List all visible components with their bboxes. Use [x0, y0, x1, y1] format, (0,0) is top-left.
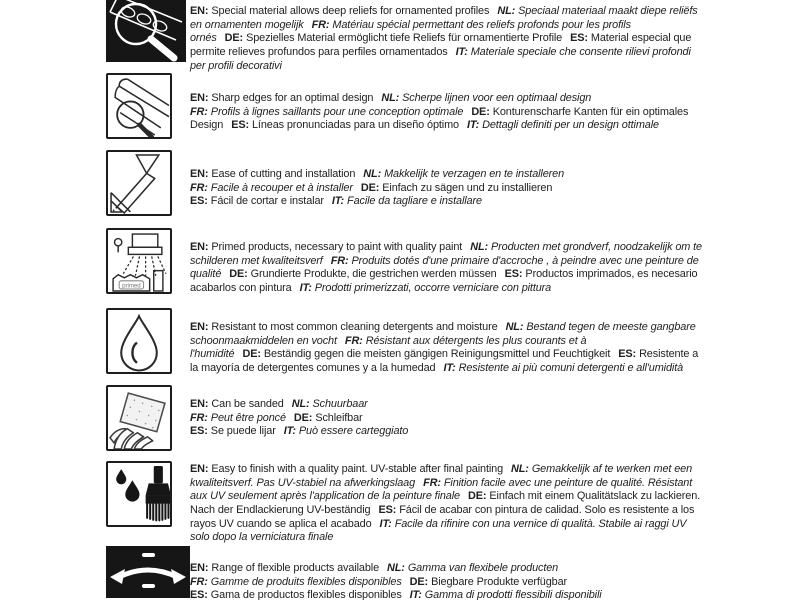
entry-es	[190, 589, 402, 600]
lang-label: DE:	[471, 105, 490, 118]
entry-en	[190, 168, 355, 180]
lang-text: Bestand tegen de meeste gangbare schoonmaakmiddelen en vocht	[190, 320, 696, 347]
entry-de	[229, 268, 496, 280]
lang-text: Produits dotés d'une primaire d'accroche , à peindre avec une peinture de qualité	[190, 254, 699, 281]
entry-en	[190, 398, 284, 410]
entry-nl	[381, 92, 591, 104]
lang-label: IT:	[379, 517, 392, 530]
lang-text: Spezielles Material ermöglicht tiefe Reliefs für ornamentierte Profile	[246, 32, 563, 45]
lang-label: DE:	[242, 348, 261, 361]
entry-fr	[190, 106, 463, 118]
feature-text-block	[190, 168, 704, 209]
lang-text: Biegbare Produkte verfügbar	[431, 575, 568, 588]
lang-text: Makkelijk te verzagen en te installeren	[384, 167, 565, 180]
lang-label: NL:	[387, 561, 405, 574]
entry-nl	[292, 398, 368, 410]
entry-de	[361, 182, 552, 194]
lang-label: EN:	[190, 397, 209, 410]
lang-text: Ease of cutting and installation	[211, 167, 356, 180]
droplet-icon	[106, 308, 172, 374]
lang-label: ES:	[618, 348, 637, 361]
feature-text-block	[190, 398, 704, 439]
lang-text: Dettagli definiti per un design ottimale	[482, 119, 659, 132]
lang-text: Finition facile avec une peinture de qualité. Résistant aux UV seulement après l'application de la peinture finale	[190, 476, 693, 503]
lang-label: ES:	[378, 504, 397, 516]
lang-label: NL:	[470, 240, 488, 253]
lang-text: Speciaal materiaal maakt diepe reliëfs en ornamenten mogelijk	[190, 4, 698, 31]
lang-text: Beständig gegen die meisten gängigen Reinigungsmittel und Feuchtigkeit	[263, 348, 611, 361]
entry-it	[467, 119, 659, 131]
lang-label: EN:	[190, 167, 209, 180]
lang-label: EN:	[190, 462, 209, 475]
lang-text: Líneas pronunciadas para un diseño óptimo	[251, 119, 459, 132]
entry-en	[190, 463, 503, 475]
entry-fr	[190, 576, 402, 588]
lang-label: ES:	[504, 268, 523, 281]
lang-label: NL:	[497, 4, 516, 17]
lang-text: Konturenscharfe Kanten für ein optimales Design	[190, 105, 689, 132]
lang-text: Gamma di prodotti flessibili disponibili	[424, 589, 602, 600]
lang-text: Resistente a la mayoría de detergentes comunes y a la humedad	[190, 348, 699, 374]
lang-text: Range of flexible products available	[211, 561, 380, 574]
lang-label: ES:	[231, 119, 249, 132]
feature-text-block	[190, 92, 704, 133]
entry-de	[410, 576, 567, 588]
lang-text: Résistant aux détergents les plus courants et à l'humidité	[190, 334, 587, 361]
flex-arrow-icon	[106, 546, 190, 598]
entry-it	[332, 195, 482, 207]
primed-spray-icon	[106, 228, 172, 294]
lang-text: Gama de productos flexibles disponibles	[210, 589, 402, 600]
entry-es	[190, 425, 276, 437]
lang-label: NL:	[505, 320, 524, 333]
lang-text: Einfach zu sägen und zu installieren	[382, 181, 553, 194]
entry-de	[294, 412, 363, 424]
lang-text: Gamma van flexibele producten	[407, 561, 559, 574]
feature-text-block	[190, 562, 704, 600]
paint-brush-drops-icon	[106, 461, 172, 527]
lang-label: EN:	[190, 91, 209, 104]
entry-nl	[363, 168, 564, 180]
entry-en	[190, 92, 373, 104]
entry-it	[443, 362, 683, 374]
entry-en	[190, 5, 489, 17]
lang-text: Material especial que permite relieves profundos para perfiles ornamentados	[190, 32, 692, 58]
lang-label: IT:	[331, 195, 345, 208]
lang-label: IT:	[443, 362, 456, 374]
saw-icon	[106, 150, 172, 216]
feature-text-block	[190, 5, 704, 74]
entry-de	[242, 348, 610, 360]
lang-label: NL:	[381, 91, 400, 104]
lang-text: Matériau spécial permettant des reliefs profonds pour les profils ornés	[190, 18, 631, 45]
lang-label: FR:	[423, 476, 441, 489]
lang-text: Grundierte Produkte, die gestrichen werden müssen	[250, 268, 497, 281]
lang-text: Easy to finish with a quality paint. UV-stable after final painting	[211, 462, 504, 475]
lang-label: IT:	[299, 282, 312, 294]
lang-label: FR:	[190, 411, 208, 424]
lang-label: DE:	[467, 490, 487, 503]
lang-text: Facile da tagliare e installare	[347, 195, 482, 208]
lang-text: Can be sanded	[211, 397, 284, 410]
lang-label: DE:	[293, 411, 313, 424]
lang-text: Einfach mit einem Qualitätslack zu lackieren. Nach der Endlackierung UV-beständig	[190, 490, 701, 516]
lang-label: FR:	[190, 105, 208, 118]
lang-label: NL:	[363, 167, 382, 180]
feature-text-block	[190, 321, 704, 376]
edge-magnifier-icon	[106, 73, 172, 139]
entry-es	[190, 195, 324, 207]
entry-it	[300, 282, 552, 294]
lang-text: Special material allows deep reliefs for ornamented profiles	[211, 4, 490, 17]
entry-de	[225, 32, 562, 44]
feature-text-block	[190, 241, 704, 296]
entry-en	[190, 562, 379, 574]
entry-nl	[387, 562, 558, 574]
lang-label: DE:	[224, 32, 244, 45]
lang-label: EN:	[190, 4, 209, 17]
entry-it	[410, 589, 602, 600]
lang-label: IT:	[455, 46, 468, 58]
lang-text: Scherpe lijnen voor een optimaal design	[402, 91, 592, 104]
lang-label: DE:	[229, 268, 248, 281]
lang-text: Primed products, necessary to paint with quality paint	[211, 240, 463, 253]
lang-text: Gamme de produits flexibles disponibles	[210, 575, 402, 588]
lang-text: Può essere carteggiato	[298, 425, 409, 438]
lang-label: DE:	[409, 575, 429, 588]
lang-label: FR:	[190, 181, 208, 194]
lang-text: Facile da rifinire con una vernice di qualità. Stabile ai raggi UV solo dopo la verniciatura finale	[190, 517, 687, 544]
lang-text: Sharp edges for an optimal design	[211, 91, 374, 104]
entry-en	[190, 241, 462, 253]
lang-label: FR:	[344, 334, 363, 347]
lang-label: IT:	[409, 589, 422, 600]
lang-text: Producten met grondverf, noodzakelijk om te schilderen met kwaliteitsverf	[190, 240, 702, 267]
lang-label: EN:	[190, 320, 209, 333]
entry-fr	[190, 412, 286, 424]
lang-text: Schleifbar	[315, 411, 363, 424]
lang-label: ES:	[190, 589, 208, 600]
lang-text: Fácil de acabar con pintura de calidad. Solo es resistente a los rayos UV cuando se aplica el acabado	[190, 504, 695, 530]
lang-text: Materiale speciale che consente rilievi profondi per profili decorativi	[190, 46, 691, 72]
lang-label: NL:	[291, 397, 310, 410]
lang-label: ES:	[570, 32, 588, 45]
lang-text: Prodotti primerizzati, occorre verniciare con pittura	[314, 282, 552, 294]
lang-label: IT:	[283, 425, 296, 438]
sanding-hand-icon	[106, 385, 172, 451]
ornament-magnifier-icon	[106, 0, 186, 62]
lang-label: IT:	[466, 119, 480, 132]
lang-text: Gemakkelijk af te werken met een kwaliteitsverf. Pas UV-stabiel na afwerkingslaag	[190, 462, 693, 489]
lang-text: Peut être poncé	[210, 411, 286, 424]
lang-label: FR:	[311, 18, 330, 31]
lang-label: ES:	[190, 195, 208, 208]
lang-text: Resistant to most common cleaning detergents and moisture	[211, 320, 498, 333]
lang-label: NL:	[511, 462, 529, 475]
lang-label: FR:	[190, 575, 208, 588]
feature-text-block	[190, 463, 704, 545]
entry-en	[190, 321, 498, 333]
lang-label: FR:	[330, 254, 349, 267]
primed-label: primed	[122, 282, 141, 290]
lang-text: Resistente ai più comuni detergenti e all'umidità	[458, 362, 684, 374]
lang-text: Facile à recouper et à installer	[210, 181, 353, 194]
lang-text: Schuurbaar	[312, 397, 368, 410]
entry-it	[284, 425, 409, 437]
lang-label: EN:	[190, 240, 209, 253]
lang-text: Profils à lignes saillants pour une conception optimale	[210, 105, 464, 118]
lang-text: Fácil de cortar e instalar	[210, 195, 324, 208]
lang-label: ES:	[190, 425, 208, 438]
lang-label: DE:	[360, 181, 380, 194]
lang-text: Productos imprimados, es necesario acabarlos con pintura	[190, 268, 698, 294]
lang-text: Se puede lijar	[210, 425, 276, 438]
entry-fr	[190, 182, 353, 194]
lang-label: EN:	[190, 561, 209, 574]
entry-es	[231, 119, 459, 131]
